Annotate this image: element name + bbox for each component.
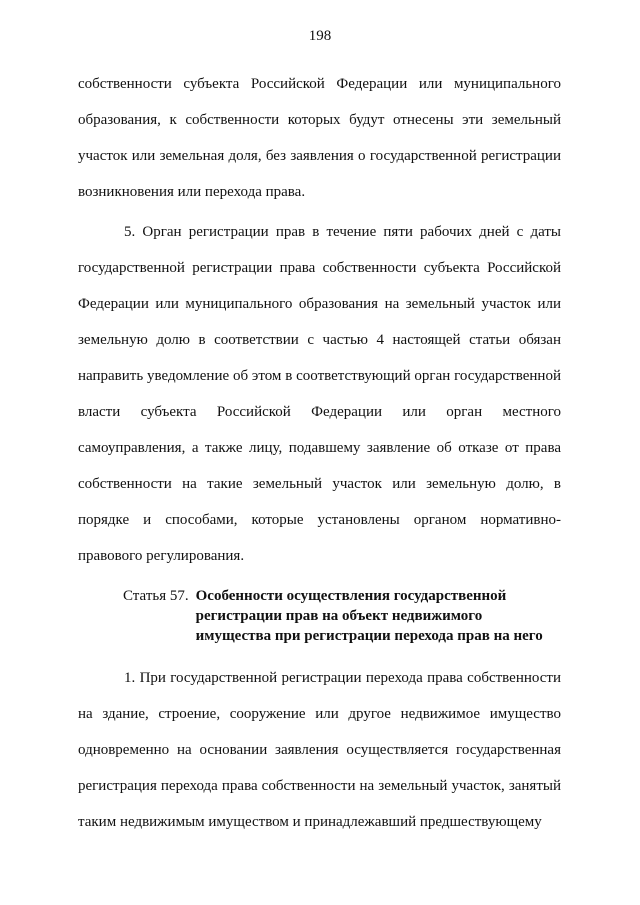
article-heading	[78, 586, 561, 646]
article-title-line: Особенности осуществления государственной	[195, 588, 507, 604]
paragraph-item-5: 5. Орган регистрации прав в течение пяти рабочих дней с даты государственной регистрации права собственности субъекта Российской Федерации или муниципального образования на земельный участок или земельную долю в соответствии с частью 4 настоящей статьи обязан направить уведомление об этом в соответствующий орган государственной власти субъекта Российской Федерации или орган местного самоуправления, а также лицу, подавшему заявление об отказе от права собственности на такие земельный участок или земельную долю, в порядке и способами, которые установлены органом нормативно-правового регулирования.	[78, 224, 561, 564]
page-number: 198	[308, 28, 332, 44]
paragraph-item-1: 1. При государственной регистрации перехода права собственности на здание, строение, сооружение или другое недвижимое имущество одновременно на основании заявления осуществляется государственная регистрация перехода права собственности на земельный участок, занятый таким недвижимым имуществом и принадлежавший предшествующему	[78, 670, 561, 830]
document-body	[78, 66, 561, 840]
article-title-line: регистрации прав на объект недвижимого	[195, 608, 483, 624]
article-number: Статья 57.	[123, 588, 189, 604]
paragraph-continuation: собственности субъекта Российской Федерации или муниципального образования, к собственности которых будут отнесены эти земельный участок или земельная доля, без заявления о государственной регистрации возникновения или перехода права.	[78, 76, 561, 200]
article-title-line: имущества при регистрации перехода прав на него	[195, 628, 543, 644]
article-title	[195, 586, 543, 646]
